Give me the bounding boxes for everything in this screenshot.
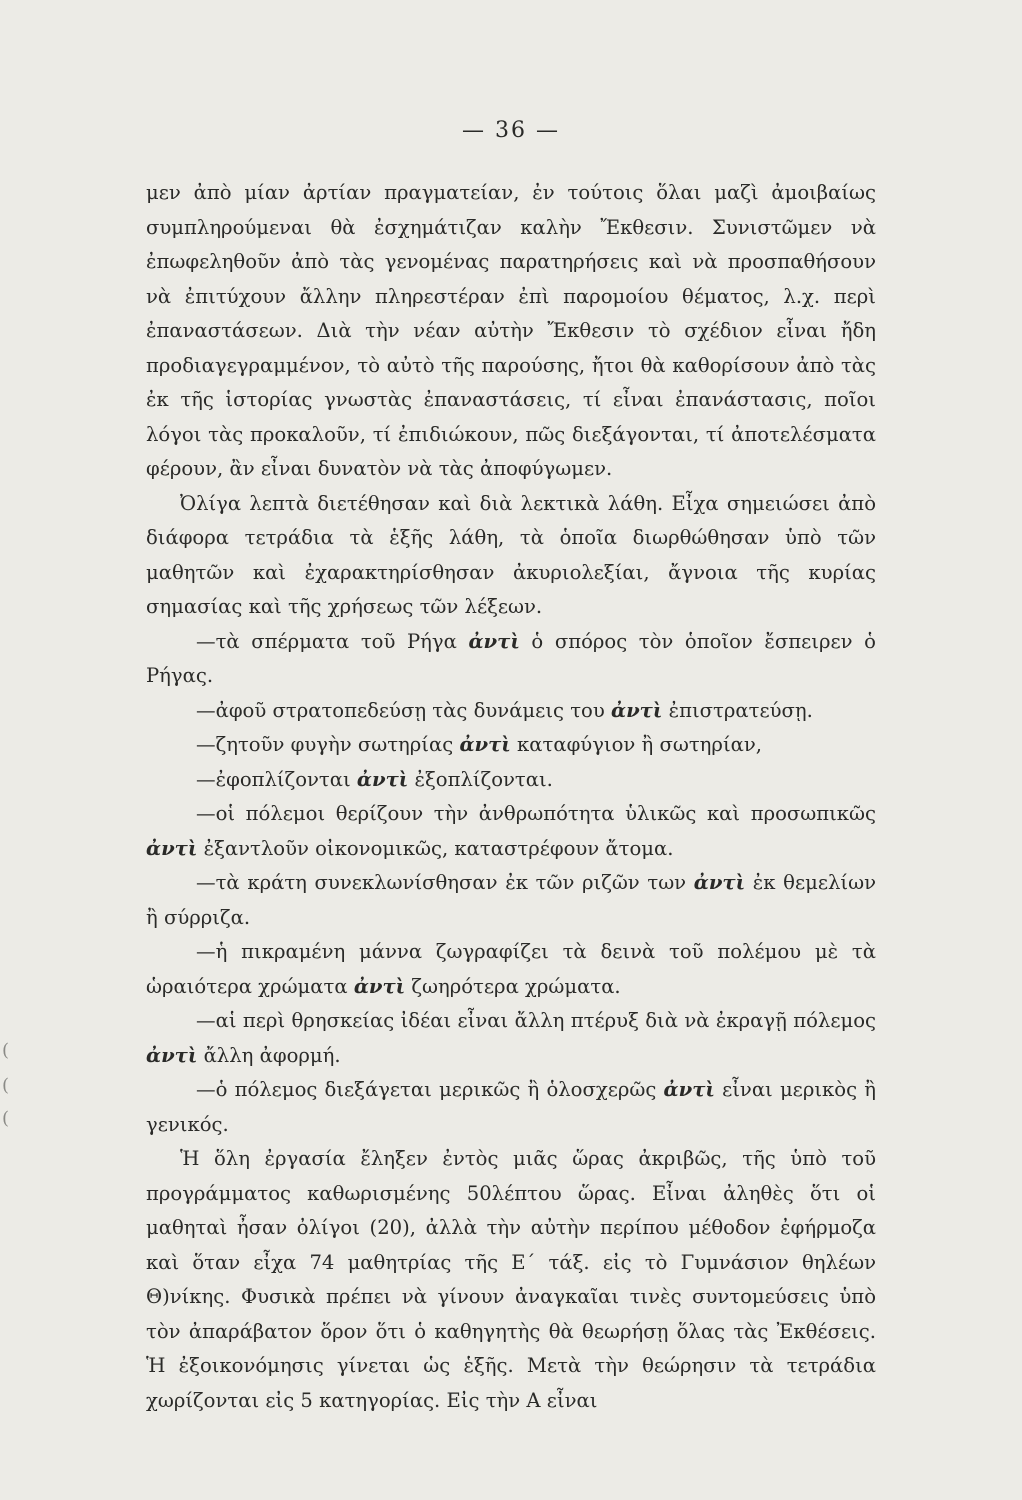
paragraph: Ἡ ὅλη ἐργασία ἔληξεν ἐντὸς μιᾶς ὥρας ἀκριβῶς, τῆς ὑπὸ τοῦ προγράμματος καθωρισμένης 50λέπτου ὥρας. Εἶναι ἀληθὲς ὅτι οἱ μαθηταὶ ἦσαν ὀλίγοι (20), ἀλλὰ τὴν αὐτὴν περίπου μέθοδον ἐφήρμοζα καὶ ὅταν εἶχα 74 μαθητρίας τῆς Ε΄ τάξ. εἰς τὸ Γυμνάσιον θηλέων Θ)νίκης. Φυσικὰ πρέπει νὰ γίνουν ἀναγκαῖαι τινὲς συντομεύσεις ὑπὸ τὸν ἀπαράβατον ὅρον ὅτι ὁ καθηγητὴς θὰ θεωρήσῃ ὅλας τὰς Ἐκθέσεις. Ἡ ἐξοικονόμησις γίνεται ὡς ἑξῆς. Μετὰ τὴν θεώρησιν τὰ τετράδια χωρίζονται εἰς 5 κατηγορίας. Εἰς τὴν Α εἶναι xyxy=(146,1147,876,1412)
correction-item: —ἡ πικραμένη μάννα ζωγραφίζει τὰ δεινὰ τοῦ πολέμου μὲ τὰ ὡραιότερα χρώματα ἀντὶ ζωηρότερα χρώματα. xyxy=(146,940,876,998)
correction-item: —τὰ κράτη συνεκλωνίσθησαν ἐκ τῶν ριζῶν των ἀντὶ ἐκ θεμελίων ἢ σύρριζα. xyxy=(146,871,876,929)
correction-item: —οἱ πόλεμοι θερίζουν τὴν ἀνθρωπότητα ὑλικῶς καὶ προσωπικῶς ἀντὶ ἐξαντλοῦν οἰκονομικῶς, καταστρέφουν ἄτομα. xyxy=(146,802,876,860)
margin-pencil-mark: ( xyxy=(2,1040,10,1061)
body-text xyxy=(146,176,876,1418)
correction-item: —τὰ σπέρματα τοῦ Ρήγα ἀντὶ ὁ σπόρος τὸν ὁποῖον ἔσπειρεν ὁ Ρήγας. xyxy=(146,629,876,687)
page-number: — 36 — xyxy=(462,118,560,143)
paragraph: Ὀλίγα λεπτὰ διετέθησαν καὶ διὰ λεκτικὰ λάθη. Εἶχα σημειώσει ἀπὸ διάφορα τετράδια τὰ ἑξῆς λάθη, τὰ ὁποῖα διωρθώθησαν ὑπὸ τῶν μαθητῶν καὶ ἐχαρακτηρίσθησαν ἀκυριολεξίαι, ἄγνοια τῆς κυρίας σημασίας καὶ τῆς χρήσεως τῶν λέξεων. xyxy=(146,491,876,618)
correction-item: —ζητοῦν φυγὴν σωτηρίας ἀντὶ καταφύγιον ἢ σωτηρίαν, xyxy=(196,733,762,756)
margin-pencil-mark: ( xyxy=(2,1108,10,1129)
paragraph: μεν ἀπὸ μίαν ἀρτίαν πραγματείαν, ἐν τούτοις ὅλαι μαζὶ ἀμοιβαίως συμπληρούμεναι θὰ ἐσχημάτιζαν καλὴν Ἔκθεσιν. Συνιστῶμεν νὰ ἐπωφεληθοῦν ἀπὸ τὰς γενομένας παρατηρήσεις καὶ νὰ προσπαθήσουν νὰ ἐπιτύχουν ἄλλην πληρεστέραν ἐπὶ παρομοίου θέματος, λ.χ. περὶ ἐπαναστάσεων. Διὰ τὴν νέαν αὐτὴν Ἔκθεσιν τὸ σχέδιον εἶναι ἤδη προδιαγεγραμμένον, τὸ αὐτὸ τῆς παρούσης, ἤτοι θὰ καθορίσουν ἀπὸ τὰς ἐκ τῆς ἱστορίας γνωστὰς ἐπαναστάσεις, τί εἶναι ἐπανάστασις, ποῖοι λόγοι τὰς προκαλοῦν, τί ἐπιδιώκουν, πῶς διεξάγονται, τί ἀποτελέσματα φέρουν, ἂν εἶναι δυνατὸν νὰ τὰς ἀποφύγωμεν. xyxy=(146,181,876,480)
correction-item: —ἀφοῦ στρατοπεδεύσῃ τὰς δυνάμεις του ἀντὶ ἐπιστρατεύσῃ. xyxy=(196,698,813,722)
correction-item: —αἱ περὶ θρησκείας ἰδέαι εἶναι ἄλλη πτέρυξ διὰ νὰ ἐκραγῇ πόλεμος ἀντὶ ἄλλη ἀφορμή. xyxy=(146,1009,876,1067)
correction-item: —ὁ πόλεμος διεξάγεται μερικῶς ἢ ὁλοσχερῶς ἀντὶ εἶναι μερικὸς ἢ γενικός. xyxy=(146,1078,876,1136)
correction-item: —ἐφοπλίζονται ἀντὶ ἐξοπλίζονται. xyxy=(196,767,553,791)
margin-pencil-mark: ( xyxy=(2,1075,10,1096)
